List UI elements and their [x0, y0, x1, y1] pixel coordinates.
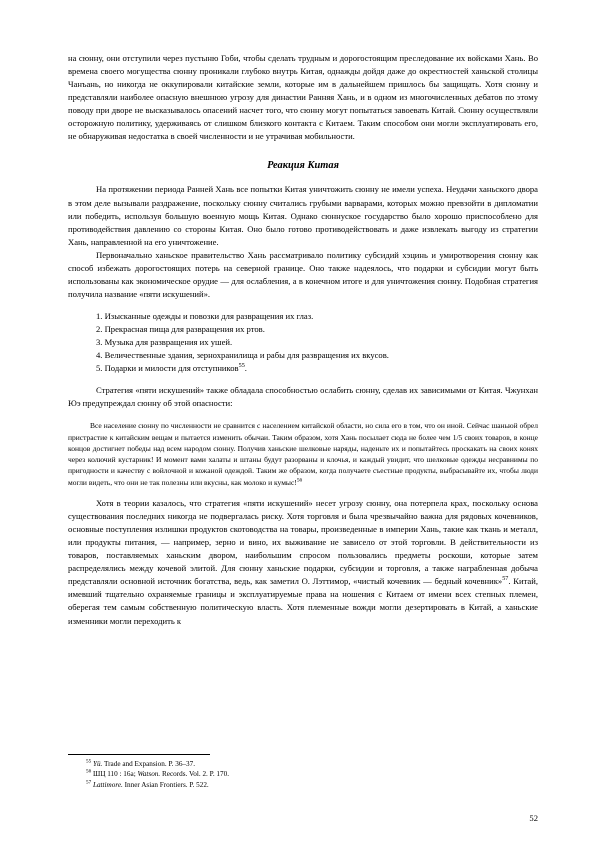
block-quote-text: Все население сюнну по численности не сравнится с населением китайской области, но сила его в том, что он иной. Сейчас шаньюй обрел пристрастие к китайским вещам и пытается изменить обычаи. Таким образом, хотя Хань посылает сюда не более чем 1/5 своих товаров, в конце концов достигнет победы над всем народом сюнну. Получив ханьские шелковые наряды, наденьте их и попытайтесь проскакать на своих конях через колючий кустарник! И момент вами халаты и штаны будут разорваны и клочья, и каждый увидит, что шелковые одежды несравнимы по пригодности и качеству с войлочной и кожаной одеждой. Таким же образом, когда получаете съестные продукты, выбрасывайте их, чтобы люди могли видеть, что они не так полезны или вкусны, как молоко и кумыс!	[68, 421, 538, 487]
list-item-text: 5. Подарки и милости для отступников	[96, 363, 239, 374]
body-top-block	[68, 52, 538, 143]
footnote-separator	[68, 754, 210, 755]
footnote-number: 56	[86, 769, 92, 776]
footnote-57	[68, 780, 538, 791]
footnote-ref-57[interactable]: 57	[502, 575, 509, 583]
footnote-prefix: ШЦ 110 : 16a;	[92, 770, 138, 779]
paragraph-final	[68, 497, 538, 628]
paragraph-1: На протяжении периода Ранней Хань все попытки Китая уничтожить сюнну не имели успеха. Неудачи ханьского двора в этом деле вызывали раздражение, поскольку сюнну считались грубыми варварами, которых можно превзойти в дипломатии или победить, используя большую военную мощь Китая. Однако сюннуское государство было хорошо приспособлено для противодействия давлению со стороны Китая. Оно было готово противодействовать и даже извлекать выгоду из стратегии Хань, направленной на его уничтожение.	[68, 184, 538, 247]
block-quote	[68, 420, 538, 488]
five-temptations-list	[68, 310, 538, 375]
paragraph-after-list: Стратегия «пяти искушений» также обладала способностью ослабить сюнну, сделав их зависимыми от Китая. Чжунхан Юэ предупреждал сюнну об этой опасности:	[68, 385, 538, 409]
footnote-source-italic: Watson.	[137, 770, 161, 779]
footnote-number: 57	[86, 779, 92, 786]
footnote-text: Inner Asian Frontiers. P. 522.	[122, 781, 209, 790]
page-number: 52	[529, 813, 538, 823]
paragraph-final-text: Хотя в теории казалось, что стратегия «пяти искушений» несет угрозу сюнну, она потерпела крах, поскольку основа существования последних никогда не подвергалась риску. Хотя торговля и была чрезвычайно важна для рядовых кочевников, основные поступления излишки продуктов скотоводства на товары, произведенные в империи Хань, такие как ткань и металл, или продукты питания, — например, зерно и вино, их выживание не зависело от этой торговли. В действительности из товаров, поставляемых ханьским двором, наибольшим спросом пользовались предметы роскоши, которые затем распределялись между кочевой элитой. Для сюнну ханьские подарки, субсидии и торговля, а также награбленная добыча представляли основной источник богатства, ведь, как заметил О. Лэттимор, «чистый кочевник — бедный кочевник»	[68, 497, 538, 587]
footnote-number: 55	[86, 758, 92, 765]
footnote-56	[68, 769, 538, 780]
footnote-source-italic: Yü.	[92, 759, 103, 768]
footnote-ref-55[interactable]: 55	[238, 362, 245, 370]
footnote-55	[68, 759, 538, 770]
list-item: 5. Подарки и милости для отступников$^{55}$.	[96, 362, 247, 374]
section-heading: Реакция Китая	[267, 160, 339, 172]
footnote-text: Trade and Expansion. P. 36–37.	[102, 759, 195, 768]
footnote-text: Records. Vol. 2. P. 170.	[160, 770, 230, 779]
footnotes-section	[68, 754, 538, 791]
footnote-source-italic: Lattimore.	[92, 781, 123, 790]
paragraph-2: Первоначально ханьское правительство Хань рассматривало политику субсидий хэцинь и умиротворения сюнну как способ избежать дорогостоящих потерь на северной границе. Оно также надеялось, что подарки и субсидии могут быть использованы как экономическое орудие — для ослабления, а в конечном итоге и для уничтожения сюнну. Подобная стратегия получила название «пяти искушений».	[68, 249, 538, 299]
paragraph-final-tail: . Китай, имевший тщательно охраняемые границы и эксплуатируемые права на ношения с Китаем от имени всех степных племен, оберегая тем самым собственную политическую власть. Хотя племенные вожди могли дезертировать в Китай, а ханьские изменники могли переходить к	[68, 576, 538, 626]
list-item: 2. Прекрасная пища для развращения их ртов.	[96, 324, 265, 335]
list-item: 1. Изысканные одежды и повозки для развращения их глаз.	[96, 311, 314, 321]
list-item: 3. Музыка для развращения их ушей.	[96, 337, 233, 348]
footnote-ref-56[interactable]: 56	[296, 477, 303, 484]
list-item: 4. Величественные здания, зернохранилища и рабы для развращения их вкусов.	[96, 350, 389, 361]
paragraph-continuation: на сюнну, они отступили через пустыню Гоби, чтобы сделать трудным и дорогостоящим преследование их войсками Хань. Во времена своего могущества сюнну проникали глубоко внутрь Китая, однажды дойдя даже до окрестностей ханьской столицы Чанъань, но никогда не оккупировали китайские земли, которые им в дальнейшем пришлось бы защищать. Хотя сюнну и представляли наиболее опасную внешнюю угрозу для династии Ранняя Хань, и в одном из многочисленных дебатов по этому поводу при дворе не высказывалось опасений насчет того, что сюнну могут попытаться завоевать Китай. Сюнну осуществляли осторожную политику, удерживаясь от слишком близкого контакта с Китаем. Таким способом они могли эксплуатировать его, не обнаруживая недостатка в своей численности и не утрачивая мобильности.	[68, 53, 538, 142]
